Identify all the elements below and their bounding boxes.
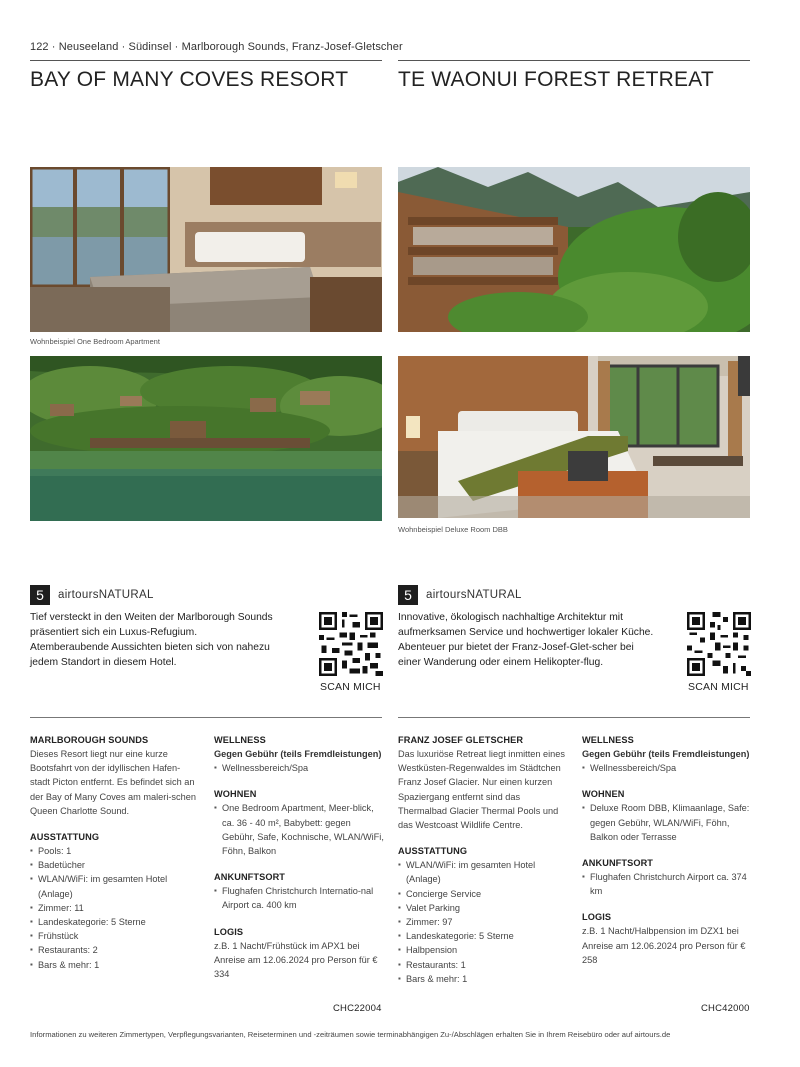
location-block — [398, 733, 568, 832]
wellness-subheading: Gegen Gebühr (teils Fremdleistungen) — [582, 749, 750, 759]
list-item: ▪ Restaurants: 2 — [30, 943, 200, 957]
bedroom-photo — [30, 167, 382, 332]
wellness-heading: WELLNESS — [582, 735, 634, 745]
rating-badge: 5 — [30, 585, 50, 605]
list-item: ▪ WLAN/WiFi: im gesamten Hotel (Anlage) — [398, 858, 568, 886]
qr-code-icon[interactable] — [687, 612, 751, 676]
features-block — [30, 830, 200, 972]
title-divider — [398, 60, 750, 61]
list-item: ▪ Flughafen Christchurch Internatio-nal Airport ca. 400 km — [214, 884, 384, 912]
arrival-heading: ANKUNFTSORT — [582, 858, 654, 869]
logis-heading: LOGIS — [214, 926, 244, 937]
features-block — [398, 844, 568, 986]
info-column — [582, 733, 752, 979]
hotel-title: TE WAONUI FOREST RETREAT — [398, 68, 714, 91]
photo-caption: Wohnbeispiel Deluxe Room DBB — [398, 525, 508, 534]
logis-heading: LOGIS — [582, 912, 612, 923]
arrival-block — [582, 856, 752, 898]
breadcrumb: 122 · Neuseeland · Südinsel · Marlborough Sounds, Franz-Josef-Gletscher — [30, 41, 403, 53]
list-item: ▪ Badetücher — [30, 858, 200, 872]
photo-caption: Wohnbeispiel One Bedroom Apartment — [30, 337, 160, 346]
exterior-photo — [398, 167, 750, 332]
section-divider — [398, 717, 750, 718]
rating — [30, 585, 154, 605]
list-item: ▪ Valet Parking — [398, 901, 568, 915]
logis-block — [582, 910, 752, 967]
features-list — [398, 858, 568, 986]
rating-badge: 5 — [398, 585, 418, 605]
logis-block — [214, 925, 384, 982]
list-item: ▪ One Bedroom Apartment, Meer-blick, ca. 36 - 40 m², Babybett: gegen Gebühr, Safe, Kochnische, WLAN/WiFi, Föhn, Balkon — [214, 801, 384, 858]
list-item: ▪ Wellnessbereich/Spa — [582, 761, 752, 775]
list-item: ▪ Deluxe Room DBB, Klimaanlage, Safe: gegen Gebühr, WLAN/WiFi, Föhn, Balkon oder Terrasse — [582, 801, 752, 844]
list-item: ▪ Halbpension — [398, 943, 568, 957]
list-item: ▪ Wellnessbereich/Spa — [214, 761, 384, 775]
list-item: ▪ Landeskategorie: 5 Sterne — [30, 915, 200, 929]
list-item: ▪ Pools: 1 — [30, 844, 200, 858]
footer-note: Informationen zu weiteren Zimmertypen, Verpflegungsvarianten, Reiseterminen und -zeiträumen sowie terminabhängigen Zu-/Abschlägen erhalten Sie in Ihrem Reisebüro oder auf airtours.de — [30, 1030, 671, 1039]
info-column — [214, 733, 384, 993]
list-item: ▪ Bars & mehr: 1 — [30, 958, 200, 972]
features-list — [30, 844, 200, 972]
section-divider — [30, 717, 382, 718]
hotel-header-left — [30, 60, 382, 93]
location-heading: FRANZ JOSEF GLETSCHER — [398, 735, 524, 745]
features-heading: AUSSTATTUNG — [398, 846, 468, 857]
location-heading: MARLBOROUGH SOUNDS — [30, 735, 149, 745]
rooms-heading: WOHNEN — [582, 789, 625, 800]
qr-scan-label: SCAN MICH — [320, 681, 381, 693]
rooms-block — [214, 787, 384, 858]
rating-label: airtoursNATURAL — [426, 589, 522, 601]
deluxe-room-photo — [398, 356, 750, 518]
list-item: ▪ Zimmer: 97 — [398, 915, 568, 929]
wellness-heading: WELLNESS — [214, 735, 266, 745]
arrival-block — [214, 870, 384, 912]
booking-code: CHC42000 — [701, 1003, 750, 1014]
list-item: ▪ Bars & mehr: 1 — [398, 972, 568, 986]
location-block — [30, 733, 200, 818]
wellness-subheading: Gegen Gebühr (teils Fremdleistungen) — [214, 749, 382, 759]
title-divider — [30, 60, 382, 61]
hotel-header-right — [398, 60, 750, 93]
list-item: ▪ WLAN/WiFi: im gesamten Hotel (Anlage) — [30, 872, 200, 900]
features-heading: AUSSTATTUNG — [30, 832, 100, 843]
rooms-block — [582, 787, 752, 844]
list-item: ▪ Concierge Service — [398, 887, 568, 901]
logis-text: z.B. 1 Nacht/Halbpension im DZX1 bei Anreise am 12.06.2024 pro Person für € 258 — [582, 926, 746, 965]
list-item: ▪ Flughafen Christchurch Airport ca. 374 km — [582, 870, 752, 898]
hotel-intro: Tief versteckt in den Weiten der Marlborough Sounds präsentiert sich ein Luxus-Refugium. Atemberaubende Aussichten bieten sich von nahezu jedem Standort in diesem Hotel. — [30, 612, 273, 668]
logis-text: z.B. 1 Nacht/Frühstück im APX1 bei Anreise am 12.06.2024 pro Person für € 334 — [214, 940, 378, 980]
rooms-heading: WOHNEN — [214, 789, 257, 800]
list-item: ▪ Zimmer: 11 — [30, 901, 200, 915]
location-text: Dieses Resort liegt nur eine kurze Bootsfahrt von der idyllischen Hafen-stadt Picton entfernt. Es befindet sich an der Bay of Many Coves am maleri-schen Queen Charlotte Sound. — [30, 749, 196, 816]
resort-photo — [30, 356, 382, 521]
wellness-block — [214, 733, 384, 775]
hotel-title: BAY OF MANY COVES RESORT — [30, 68, 349, 91]
wellness-block — [582, 733, 752, 775]
list-item: ▪ Restaurants: 1 — [398, 958, 568, 972]
rating-label: airtoursNATURAL — [58, 589, 154, 601]
info-column — [398, 733, 568, 998]
list-item: ▪ Landeskategorie: 5 Sterne — [398, 929, 568, 943]
rating — [398, 585, 522, 605]
location-text: Das luxuriöse Retreat liegt inmitten eines Westküsten-Regenwaldes im Städtchen Franz Josef Glacier. Nur einen kurzen Spaziergang entfernt sind das Thermalbad Glacier Thermal Pools und das Westcoast Wildlife Centre. — [398, 749, 565, 831]
qr-code-icon[interactable] — [319, 612, 383, 676]
info-column — [30, 733, 200, 984]
booking-code: CHC22004 — [333, 1003, 382, 1014]
hotel-intro: Innovative, ökologisch nachhaltige Architektur mit aufmerksamen Service und hochwertiger lokaler Küche. Abenteuer pur bietet der Franz-Josef-Glet-scher bei einer Wanderung oder einem Helikopter-flug. — [398, 612, 654, 668]
arrival-heading: ANKUNFTSORT — [214, 872, 286, 883]
qr-scan-label: SCAN MICH — [688, 681, 749, 693]
list-item: ▪ Frühstück — [30, 929, 200, 943]
